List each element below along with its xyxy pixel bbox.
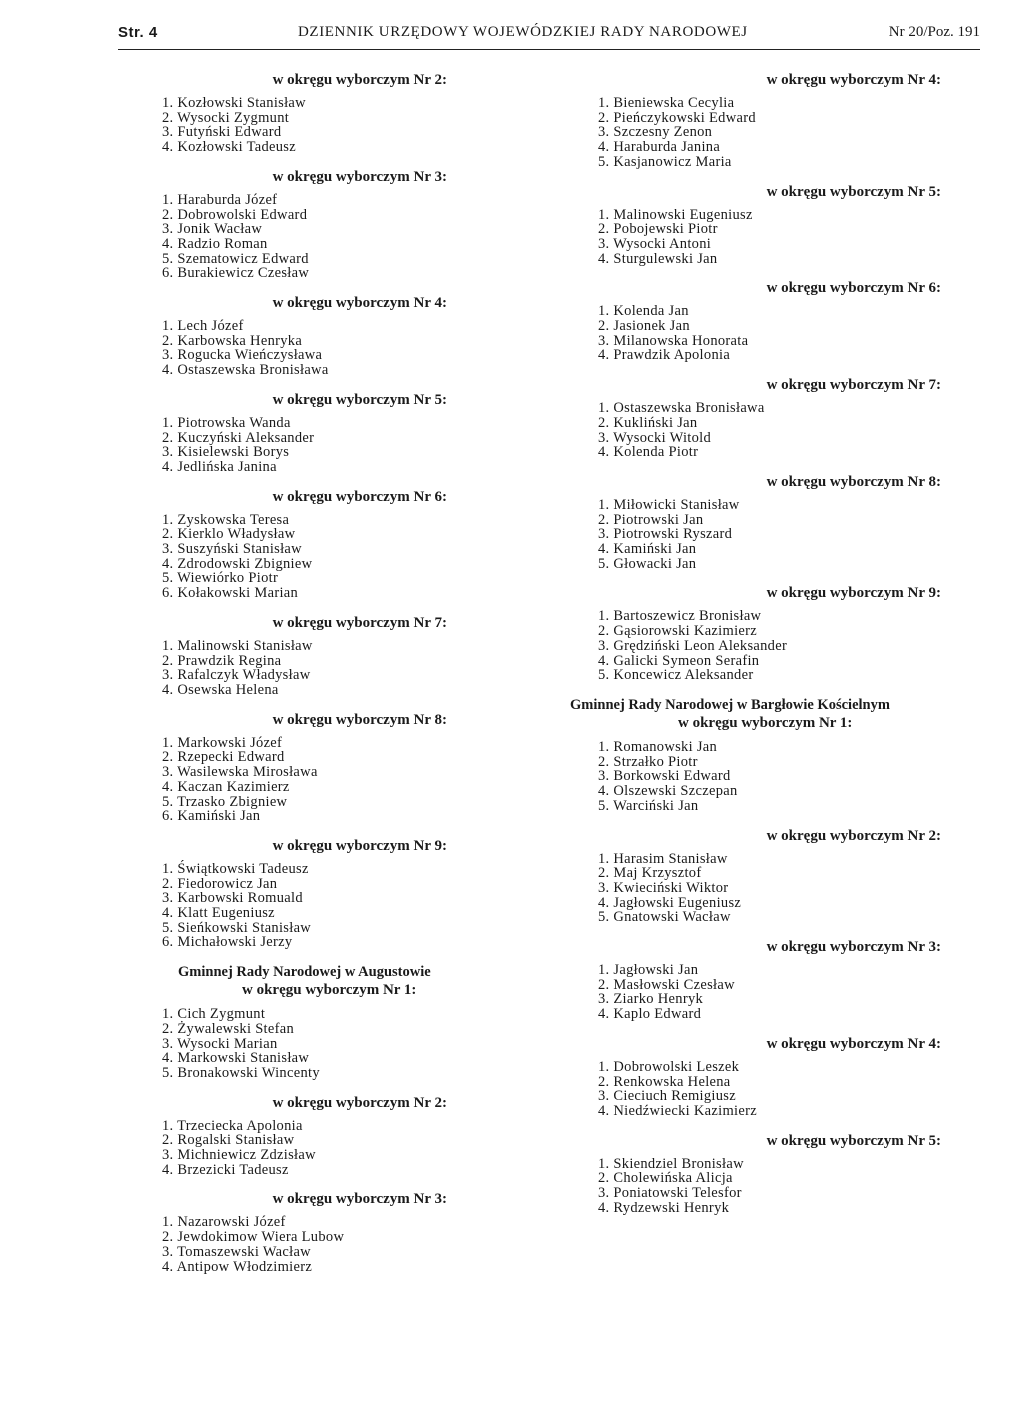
gmina-title-barglow: Gminnej Rady Narodowej w Bargłowie Kościelnym <box>570 696 890 713</box>
candidate-name: 5. Trzasko Zbigniew <box>162 793 288 810</box>
district-heading: w okręgu wyborczym Nr 9: <box>272 837 447 854</box>
right-column <box>570 72 988 1229</box>
district-heading: w okręgu wyborczym Nr 6: <box>272 488 447 505</box>
candidate-list <box>162 639 492 698</box>
candidate-name: 2. Kierklo Władysław <box>162 526 296 543</box>
candidate-name: 1. Jagłowski Jan <box>598 962 699 979</box>
candidate-name: 1. Skiendziel Bronisław <box>598 1155 744 1172</box>
candidate-list <box>162 416 492 475</box>
candidate-name: 4. Kaplo Edward <box>598 1006 702 1023</box>
candidate-name: 4. Jagłowski Eugeniusz <box>598 894 742 911</box>
candidate-name: 6. Kołakowski Marian <box>162 585 299 602</box>
right-gmina-districts <box>598 715 988 1229</box>
candidate-name: 4. Kamiński Jan <box>598 541 697 558</box>
gmina-title-augustow: Gminnej Rady Narodowej w Augustowie <box>178 964 431 981</box>
candidate-name: 4. Antipow Włodzimierz <box>162 1258 313 1275</box>
candidate-list <box>162 1007 492 1081</box>
candidate-name: 3. Kwieciński Wiktor <box>598 879 729 896</box>
candidate-name: 5. Wiewiórko Piotr <box>162 570 279 587</box>
candidate-name: 4. Olszewski Szczepan <box>598 783 738 800</box>
candidate-name: 2. Pieńczykowski Edward <box>598 109 756 126</box>
candidate-name: 2. Cholewińska Alicja <box>598 1170 733 1187</box>
candidate-name: 1. Dobrowolski Leszek <box>598 1058 740 1075</box>
candidate-name: 3. Futyński Edward <box>162 124 282 141</box>
candidate-name: 1. Harasim Stanisław <box>598 850 728 867</box>
district-heading: w okręgu wyborczym Nr 5: <box>766 1132 941 1149</box>
candidate-name: 1. Cich Zygmunt <box>162 1006 266 1023</box>
candidate-name: 2. Jasionek Jan <box>598 318 690 335</box>
candidate-name: 3. Wysocki Marian <box>162 1035 278 1052</box>
candidate-name: 6. Burakiewicz Czesław <box>162 265 310 282</box>
candidate-name: 4. Haraburda Janina <box>598 139 721 156</box>
candidate-name: 1. Markowski Józef <box>162 734 283 751</box>
candidate-name: 1. Kolenda Jan <box>598 303 689 320</box>
district-heading: w okręgu wyborczym Nr 1: <box>242 982 417 999</box>
candidate-list <box>162 1215 492 1274</box>
candidate-name: 5. Sieńkowski Stanisław <box>162 919 312 936</box>
candidate-name: 1. Haraburda Józef <box>162 191 278 208</box>
journal-title: DZIENNIK URZĘDOWY WOJEWÓDZKIEJ RADY NARODOWEJ <box>298 24 748 40</box>
candidate-name: 3. Wasilewska Mirosława <box>162 764 318 781</box>
candidate-name: 5. Koncewicz Aleksander <box>598 667 754 684</box>
candidate-name: 3. Piotrowski Ryszard <box>598 526 733 543</box>
candidate-name: 4. Kaczan Kazimierz <box>162 778 290 795</box>
candidate-name: 4. Brzezicki Tadeusz <box>162 1161 289 1178</box>
candidate-name: 5. Gnatowski Wacław <box>598 909 731 926</box>
candidate-name: 3. Grędziński Leon Aleksander <box>598 637 788 654</box>
candidate-name: 6. Michałowski Jerzy <box>162 934 293 951</box>
candidate-name: 2. Fiedorowicz Jan <box>162 875 278 892</box>
candidate-name: 2. Wysocki Zygmunt <box>162 109 290 126</box>
district-heading: w okręgu wyborczym Nr 5: <box>766 183 941 200</box>
candidate-name: 1. Zyskowska Teresa <box>162 511 290 528</box>
candidate-name: 4. Klatt Eugeniusz <box>162 905 275 922</box>
candidate-name: 5. Szematowicz Edward <box>162 250 309 267</box>
candidate-name: 3. Tomaszewski Wacław <box>162 1243 311 1260</box>
candidate-name: 4. Niedźwiecki Kazimierz <box>598 1102 757 1119</box>
left-districts <box>162 72 492 964</box>
candidate-name: 4. Kolenda Piotr <box>598 444 699 461</box>
candidate-name: 1. Piotrowska Wanda <box>162 414 291 431</box>
district-heading: w okręgu wyborczym Nr 2: <box>766 827 941 844</box>
candidate-name: 4. Radzio Roman <box>162 235 268 252</box>
candidate-name: 5. Głowacki Jan <box>598 555 697 572</box>
candidate-name: 3. Rafalczyk Władysław <box>162 667 311 684</box>
district-heading: w okręgu wyborczym Nr 7: <box>766 377 941 394</box>
candidate-name: 1. Bieniewska Cecylia <box>598 95 735 111</box>
candidate-name: 1. Romanowski Jan <box>598 738 718 755</box>
candidate-name: 4. Ostaszewska Bronisława <box>162 362 329 379</box>
candidate-name: 3. Borkowski Edward <box>598 768 731 785</box>
candidate-list <box>162 1119 492 1178</box>
candidate-name: 1. Malinowski Eugeniusz <box>598 206 753 223</box>
candidate-name: 3. Rogucka Wieńczysława <box>162 347 323 364</box>
candidate-list <box>598 852 988 926</box>
candidate-list <box>162 862 492 950</box>
candidate-name: 3. Karbowski Romuald <box>162 890 303 907</box>
candidate-name: 4. Kozłowski Tadeusz <box>162 139 296 156</box>
district-heading: w okręgu wyborczym Nr 1: <box>678 714 853 731</box>
candidate-list <box>598 208 988 267</box>
right-districts <box>598 72 988 697</box>
candidate-name: 2. Masłowski Czesław <box>598 976 735 993</box>
candidate-name: 2. Rogalski Stanisław <box>162 1132 295 1149</box>
district-heading: w okręgu wyborczym Nr 6: <box>766 280 941 297</box>
candidate-name: 1. Trzeciecka Apolonia <box>162 1117 303 1134</box>
candidate-name: 1. Malinowski Stanisław <box>162 637 313 654</box>
candidate-name: 4. Markowski Stanisław <box>162 1050 310 1067</box>
candidate-name: 4. Prawdzik Apolonia <box>598 347 731 364</box>
district-heading: w okręgu wyborczym Nr 8: <box>766 473 941 490</box>
district-heading: w okręgu wyborczym Nr 2: <box>272 1094 447 1111</box>
candidate-list <box>598 498 988 572</box>
candidate-name: 2. Pobojewski Piotr <box>598 221 718 238</box>
candidate-name: 1. Świątkowski Tadeusz <box>162 860 309 877</box>
candidate-list <box>598 96 988 170</box>
candidate-list <box>162 96 492 155</box>
candidate-list <box>598 401 988 460</box>
candidate-name: 5. Warciński Jan <box>598 797 699 814</box>
candidate-name: 2. Karbowska Henryka <box>162 332 303 349</box>
candidate-name: 4. Rydzewski Henryk <box>598 1199 730 1216</box>
candidate-name: 3. Kisielewski Borys <box>162 444 290 461</box>
candidate-list <box>162 513 492 601</box>
page-header <box>118 24 980 54</box>
candidate-name: 2. Rzepecki Edward <box>162 749 285 766</box>
district-heading: w okręgu wyborczym Nr 7: <box>272 614 447 631</box>
candidate-name: 1. Lech Józef <box>162 318 244 335</box>
candidate-list <box>598 740 988 814</box>
candidate-list <box>162 193 492 281</box>
district-heading: w okręgu wyborczym Nr 5: <box>272 391 447 408</box>
header-rule <box>118 49 980 50</box>
left-column <box>162 72 492 1288</box>
candidate-name: 3. Poniatowski Telesfor <box>598 1185 742 1202</box>
candidate-name: 6. Kamiński Jan <box>162 808 261 825</box>
candidate-list <box>598 304 988 363</box>
candidate-name: 3. Cieciuch Remigiusz <box>598 1088 736 1105</box>
candidate-list <box>598 1060 988 1119</box>
issue-number: Nr 20/Poz. 191 <box>888 24 980 40</box>
candidate-name: 2. Renkowska Helena <box>598 1073 731 1090</box>
district-heading: w okręgu wyborczym Nr 8: <box>272 711 447 728</box>
candidate-list <box>162 319 492 378</box>
candidate-name: 2. Maj Krzysztof <box>598 865 702 882</box>
candidate-name: 1. Nazarowski Józef <box>162 1214 286 1231</box>
candidate-name: 2. Kuczyński Aleksander <box>162 429 315 446</box>
candidate-name: 3. Wysocki Witold <box>598 429 712 446</box>
candidate-name: 2. Prawdzik Regina <box>162 652 282 669</box>
candidate-name: 2. Jewdokimow Wiera Lubow <box>162 1229 345 1246</box>
candidate-name: 1. Kozłowski Stanisław <box>162 95 306 111</box>
candidate-name: 2. Piotrowski Jan <box>598 511 704 528</box>
candidate-name: 4. Sturgulewski Jan <box>598 250 718 267</box>
candidate-list <box>598 963 988 1022</box>
candidate-name: 3. Ziarko Henryk <box>598 991 704 1008</box>
candidate-name: 3. Suszyński Stanisław <box>162 541 302 558</box>
page-number: Str. 4 <box>118 24 158 41</box>
candidate-name: 4. Zdrodowski Zbigniew <box>162 555 313 572</box>
candidate-name: 3. Jonik Wacław <box>162 221 263 238</box>
candidate-name: 1. Bartoszewicz Bronisław <box>598 608 762 625</box>
candidate-name: 2. Kukliński Jan <box>598 414 698 431</box>
district-heading: w okręgu wyborczym Nr 9: <box>766 585 941 602</box>
district-heading: w okręgu wyborczym Nr 4: <box>766 72 941 88</box>
district-heading: w okręgu wyborczym Nr 3: <box>272 168 447 185</box>
candidate-name: 2. Żywalewski Stefan <box>162 1020 295 1037</box>
district-heading: w okręgu wyborczym Nr 3: <box>272 1191 447 1208</box>
candidate-list <box>162 736 492 824</box>
district-heading: w okręgu wyborczym Nr 4: <box>272 295 447 312</box>
district-heading: w okręgu wyborczym Nr 4: <box>766 1035 941 1052</box>
candidate-name: 3. Szczesny Zenon <box>598 124 713 141</box>
candidate-name: 2. Gąsiorowski Kazimierz <box>598 623 758 640</box>
candidate-name: 1. Miłowicki Stanisław <box>598 496 740 513</box>
candidate-name: 3. Wysocki Antoni <box>598 235 712 252</box>
candidate-name: 1. Ostaszewska Bronisława <box>598 400 765 417</box>
district-heading: w okręgu wyborczym Nr 2: <box>272 72 447 88</box>
candidate-name: 3. Michniewicz Zdzisław <box>162 1147 316 1164</box>
candidate-list <box>598 1157 988 1216</box>
candidate-name: 4. Jedlińska Janina <box>162 458 277 475</box>
candidate-name: 2. Dobrowolski Edward <box>162 206 308 223</box>
candidate-list <box>598 609 988 683</box>
candidate-name: 4. Galicki Symeon Serafin <box>598 652 760 669</box>
candidate-name: 4. Osewska Helena <box>162 681 279 698</box>
district-heading: w okręgu wyborczym Nr 3: <box>766 939 941 956</box>
candidate-name: 2. Strzałko Piotr <box>598 753 698 770</box>
left-gmina-districts <box>162 982 492 1288</box>
candidate-name: 5. Kasjanowicz Maria <box>598 153 732 170</box>
candidate-name: 5. Bronakowski Wincenty <box>162 1064 320 1081</box>
candidate-name: 3. Milanowska Honorata <box>598 332 749 349</box>
